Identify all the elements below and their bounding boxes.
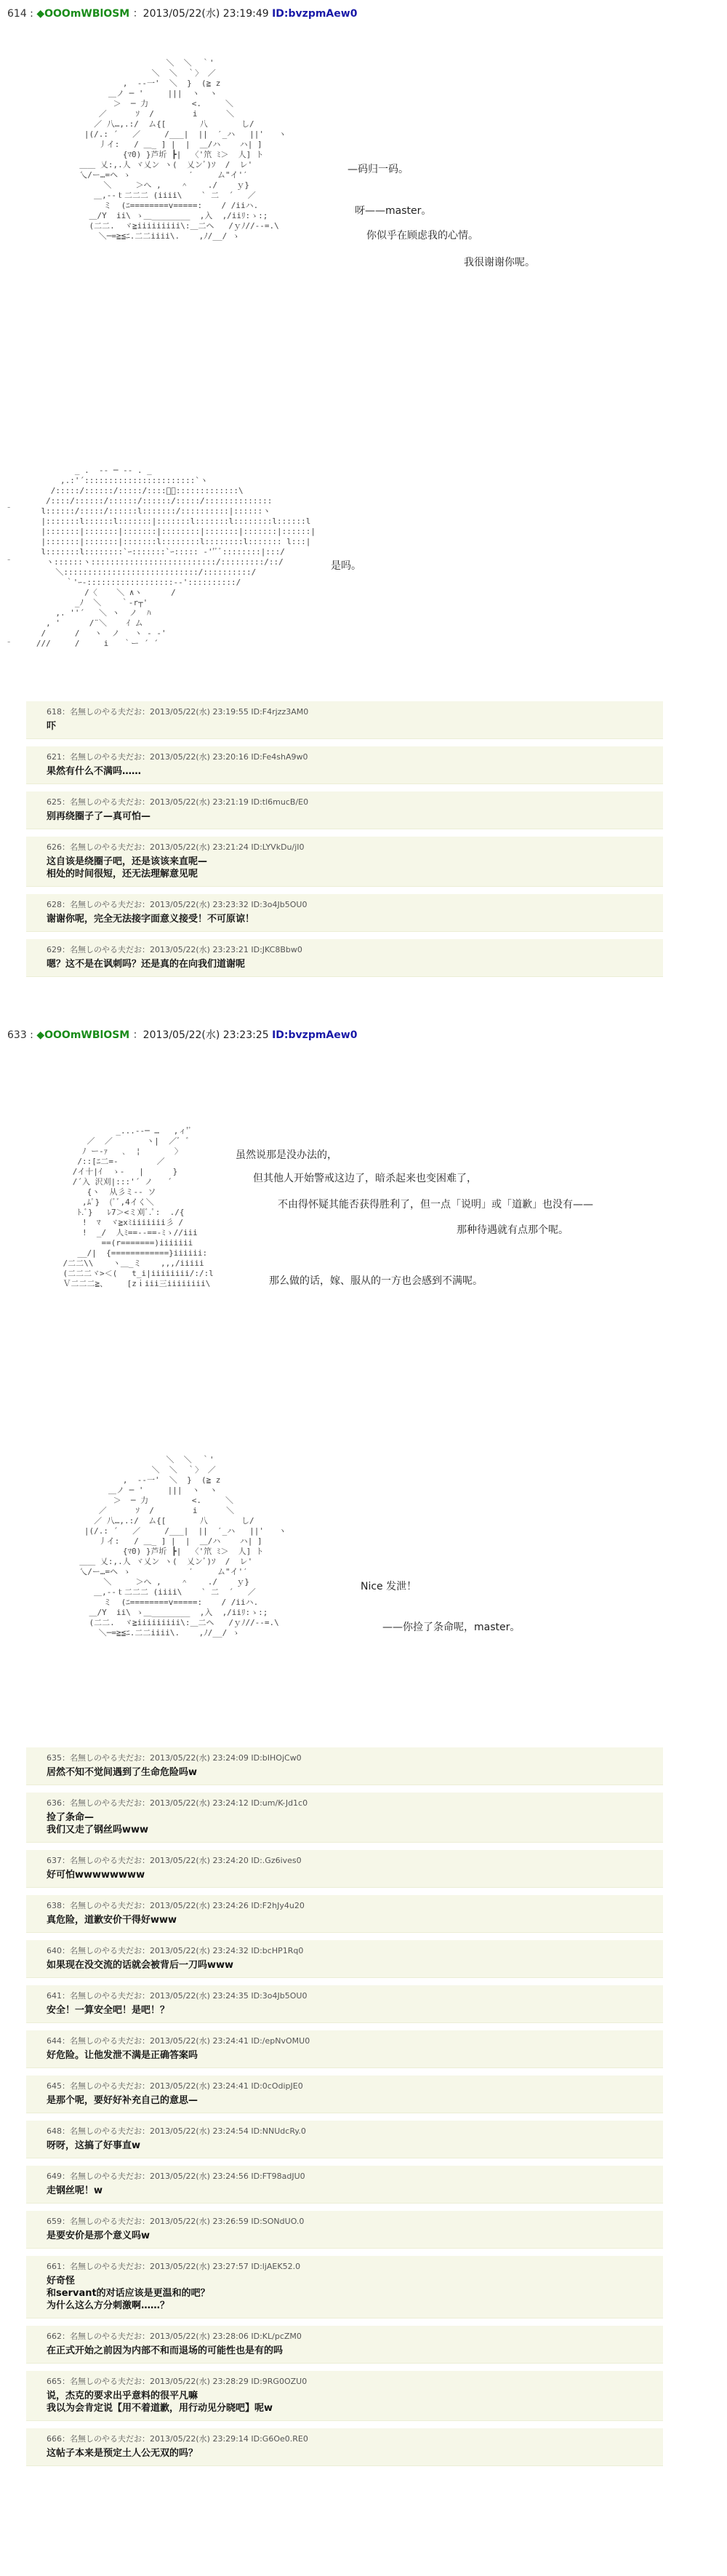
comment-text: 走钢丝呢！w <box>47 2185 103 2196</box>
post-header <box>7 6 357 20</box>
comment-item <box>26 1940 663 1978</box>
comment-item <box>26 1747 663 1785</box>
comment-meta: 666：名無しのやる夫だお：2013/05/22(水) 23:29:14 ID:G6Oe0.RE0 <box>47 2434 308 2444</box>
ascii-art-character: ＼ ＼ ｀' ＼ ＼ ｀〉 ／ , --一' ＼ } (≧ z ＿ノ ─ ' ||| ヽ ヽ ＞ ─ 力 <. ＼ ／ ｿ / i ＼ ／ 八…,.:/ ム{[ 八 し/ |(/.: ´ ／ /___| || ′_ハ ||' ヽ 丿イ: / ＿_ ] | | ＿/ハ ハ| ] {ﾏ0) }芦圻 ┣| 〈'笊 ﾐ＞ 人] ト ＿＿ 乂:,.人 ヾ乂ン ヽ( 乂ンﾞ)ｿ / レ' 乀/ー…=ヘ ゝ ′ ム"イ'′ ＼ ＞へ , ＾ ./ ｙ} ＿,--ｔ二二二 (iiii\ ` 二 ´ ／ ミ (ﾆ========v=====: / /iiハ. ＿/Y ii\ ゝ＿________ ,入 ,/iiﾘ:ゝ:; (二二. ヾ≧iiiiiiiii\:＿二ヘ /ｙﾉ//--=.\ ＼─=≧≦ﾆ.二二iiii\. ,ﾉ/__/ ゝ <box>79 58 286 241</box>
comment-item <box>26 701 663 739</box>
comment-item <box>26 2030 663 2068</box>
post-number: 633 : <box>7 1029 33 1041</box>
comment-item <box>26 2326 663 2364</box>
comment-meta: 645：名無しのやる夫だお：2013/05/22(水) 23:24:41 ID:0cOdipJE0 <box>47 2081 303 2091</box>
post-number: 614 : <box>7 8 33 20</box>
dialogue-line: 那种待遇就有点那个呢。 <box>457 1224 569 1236</box>
dialogue-line: —码归一码。 <box>348 164 409 175</box>
comment-text: 嗯？这不是在讽刺吗？还是真的在向我们道谢呢 <box>47 959 246 970</box>
comment-item <box>26 746 663 784</box>
comment-meta: 621：名無しのやる夫だお：2013/05/22(水) 23:20:16 ID:Fe4shA9w0 <box>47 752 308 762</box>
comment-meta: 648：名無しのやる夫だお：2013/05/22(水) 23:24:54 ID:NNUdcRy.0 <box>47 2126 306 2136</box>
comment-meta: 644：名無しのやる夫だお：2013/05/22(水) 23:24:41 ID:/epNvOMU0 <box>47 2036 310 2046</box>
comment-list <box>26 701 663 984</box>
comment-item <box>26 2371 663 2421</box>
comment-text: 是要安价是那个意义吗w <box>47 2230 150 2241</box>
comment-meta: 638：名無しのやる夫だお：2013/05/22(水) 23:24:26 ID:F2hJy4u20 <box>47 1901 305 1910</box>
comment-item <box>26 2166 663 2204</box>
comment-text: 如果现在没交流的话就会被背后一刀吗www <box>47 1960 234 1971</box>
comment-item <box>26 2428 663 2466</box>
dialogue-line: Nice 发泄！ <box>361 1581 417 1592</box>
ascii-art-character: ＼ ＼ ｀' ＼ ＼ ｀〉 ／ , --一' ＼ } (≧ z ＿ノ ─ ' ||| ヽ ヽ ＞ ─ 力 <. ＼ ／ ｿ / i ＼ ／ 八…,.:/ ム{[ 八 し/ |(/.: ´ ／ /___| || ′_ハ ||' ヽ 丿イ: / ＿_ ] | | ＿/ハ ハ| ] {ﾏ0) }芦圻 ┣| 〈'笊 ﾐ＞ 人] ト ＿＿ 乂:,.人 ヾ乂ン ヽ( 乂ンﾞ)ｿ / レ' 乀/ー…=ヘ ゝ ′ ム"イ'′ ＼ ＞へ , ＾ ./ ｙ} ＿,--ｔ二二二 (iiii\ ` 二 ´ ／ ミ (ﾆ========v=====: / /iiハ. ＿/Y ii\ ゝ＿________ ,入 ,/iiﾘ:ゝ:; (二二. ヾ≧iiiiiiiii\:＿二ヘ /ｙﾉ//--=.\ ＼─=≧≦ﾆ.二二iiii\. ,ﾉ/__/ ゝ <box>79 1455 286 1638</box>
comment-meta: 640：名無しのやる夫だお：2013/05/22(水) 23:24:32 ID:bcHP1Rq0 <box>47 1946 304 1955</box>
comment-item <box>26 1793 663 1843</box>
comment-text: 谢谢你呢，完全无法接字面意义接受！不可原谅！ <box>47 914 255 925</box>
comment-item <box>26 1895 663 1933</box>
comment-item <box>26 2121 663 2158</box>
comment-text: 这自该是绕圈子吧，还是该该来直呢— 相处的时间很短，还无法理解意见呢 <box>47 856 208 880</box>
comment-meta: 641：名無しのやる夫だお：2013/05/22(水) 23:24:35 ID:3o4Jb5OU0 <box>47 1991 308 2001</box>
comment-text: 别再绕圈子了—真可怕— <box>47 811 151 822</box>
dialogue-line: ——你捡了条命呢，master。 <box>382 1622 521 1633</box>
comment-text: 吓 <box>47 721 57 732</box>
dialogue-line: 你似乎在顾虑我的心情。 <box>366 230 478 242</box>
comment-item <box>26 2075 663 2113</box>
comment-meta: 665：名無しのやる夫だお：2013/05/22(水) 23:28:29 ID:9RG0OZU0 <box>47 2377 308 2386</box>
comment-text: 在正式开始之前因为内部不和而退场的可能性也是有的吗 <box>47 2345 284 2356</box>
poster-name[interactable]: ◆OOOmWBlOSM <box>36 8 130 20</box>
comment-text: 安全！一算安全吧！是吧！？ <box>47 2005 170 2016</box>
comment-item <box>26 837 663 887</box>
dialogue-line: 虽然说那是没办法的， <box>236 1149 337 1161</box>
comment-meta: 637：名無しのやる夫だお：2013/05/22(水) 23:24:20 ID:.Gz6ives0 <box>47 1856 302 1865</box>
comment-text: 捡了条命— 我们又走了钢丝吗www <box>47 1812 149 1835</box>
comment-text: 真危险，道歉安价干得好www <box>47 1915 177 1926</box>
comment-item <box>26 939 663 977</box>
comment-text: 这帖子本来是预定土人公无双的吗？ <box>47 2448 198 2459</box>
comment-meta: 625：名無しのやる夫だお：2013/05/22(水) 23:21:19 ID:tl6mucB/E0 <box>47 797 309 807</box>
comment-text: 好危险。让他发泄不满是正确答案吗 <box>47 2050 198 2061</box>
ascii-art-character: _ . -- ─ -- . _ ,.:'´:::::::::::::::::::::::`ヽ /:::::/::::::/:::::/::::ﾞｰ:::::::::::::\ /::::/::::::/::::::/::::::/:::::/:::::::::::::: l::::::/:::::/::::::l:::::::/::::::::::|::::::ヽ |:::::::l::::::l:::::::|:::::::l:::::::l::::::::l::::::l |:::::::|:::::::|:::::::|::::::::|:::::::|:::::::|::::::| |:::::::|:::::::|:::::::l::::::::l::::::::l::::::: l:::| l:::::::l::::::::`ｰ:::::::`ｰ::::: ‐''ﾞﾞ::::::::|:::/ ヽ::::::ヽ::::::::::::::::::::::::::/:::::::::/::/ ＼::::::::::::::::::::::::::::/::::::::::/ ｀'ｰ-::::::::::::::::::-‐'::::::::::/ /〈 ＼ ∧ヽ / _ﾉ ＼ ｀‐r┬' ,. ''´ ＼ ヽ ノ ﾊ , ' /¨＼ ｲ ム / / ヽ ノ ヽ ‐ ‐' /// / i ｀ー ´ ´ <box>36 466 316 648</box>
comment-item <box>26 791 663 829</box>
dialogue-line: 呀——master。 <box>355 205 432 217</box>
comment-text: 说，杰克的要求出乎意料的很平凡嘛 我以为会肯定说【用不着道歉，用行动见分晓吧】呢w <box>47 2390 273 2414</box>
comment-item <box>26 1985 663 2023</box>
comment-text: 好可怕wwwwwwww <box>47 1870 145 1881</box>
comment-meta: 649：名無しのやる夫だお：2013/05/22(水) 23:24:56 ID:FT98adJU0 <box>47 2172 305 2181</box>
poster-name[interactable]: ◆OOOmWBlOSM <box>36 1029 130 1041</box>
divider-mark: - <box>7 637 11 647</box>
comment-text: 居然不知不觉间遇到了生命危险吗w <box>47 1767 198 1778</box>
dialogue-line: 那么做的话，嫁、服从的一方也会感到不满呢。 <box>269 1275 483 1287</box>
poster-id[interactable]: ID:bvzpmAew0 <box>272 1029 358 1041</box>
comment-text: 果然有什么不满吗…… <box>47 766 142 777</box>
comment-meta: 618：名無しのやる夫だお：2013/05/22(水) 23:19:55 ID:F4rjzz3AM0 <box>47 707 309 717</box>
comment-item <box>26 2211 663 2249</box>
dialogue-line: 我很谢谢你呢。 <box>464 257 535 268</box>
comment-meta: 629：名無しのやる夫だお：2013/05/22(水) 23:23:21 ID:JKC8Bbw0 <box>47 945 302 954</box>
ascii-art-character: _...--─ … ,ィ'ﾞ ／ ／ ヽ| ／ﾞ ゛ ﾉ ー-ｧ ､ ¦ 〉 /::[ﾆ二=- ／ /イ十|ｲ ゝ- | } /´入 沢刈|:::'´ ノ ´ {ヽ 从彡ミ-- ソ ,ﾑﾟ} (ﾞﾞ,4イく＼ ﾄ.ﾞ} ﾚ7＞<ミ刈ﾞ.ﾟ: ./{ ! ﾏ ヾ≧xﾐiiiiiii彡 / ! _/ 人ﾐ==--==-ﾐゝ//iii ==(r=======)iiiiiii __/| {============}iiiiii: /二二\\ ヽ＿_ミ ,,,/iiiii (二二二ヾ>＜( t_i|iiiiiiii/:/:l Ｖ二二二≧、 [zｉiii三iiiiiiii\ <box>63 1126 214 1288</box>
dialogue-line: 不由得怀疑其能否获得胜利了，但一点「说明」或「道歉」也没有—— <box>278 1199 593 1211</box>
comment-meta: 635：名無しのやる夫だお：2013/05/22(水) 23:24:09 ID:bIHOjCw0 <box>47 1753 302 1763</box>
comment-meta: 626：名無しのやる夫だお：2013/05/22(水) 23:21:24 ID:LYVkDu/jI0 <box>47 842 305 852</box>
dialogue-line: 但其他人开始警戒这边了，暗杀起来也变困难了， <box>253 1173 477 1184</box>
comment-item <box>26 1850 663 1888</box>
comment-meta: 628：名無しのやる夫だお：2013/05/22(水) 23:23:32 ID:3o4Jb5OU0 <box>47 900 308 909</box>
comment-meta: 662：名無しのやる夫だお：2013/05/22(水) 23:28:06 ID:KL/pcZM0 <box>47 2332 302 2341</box>
comment-text: 好奇怪 和servant的对话应该是更温和的吧？ 为什么这么方分刺激啊……？ <box>47 2276 210 2311</box>
dialogue-line: 是吗。 <box>331 560 361 572</box>
divider-mark: - <box>7 554 11 565</box>
comment-meta: 661：名無しのやる夫だお：2013/05/22(水) 23:27:57 ID:ljAEK52.0 <box>47 2262 301 2271</box>
post-header <box>7 1027 357 1042</box>
post-date: ：2013/05/22(水) 23:23:25 <box>132 1029 269 1041</box>
comment-text: 呀呀，这搞了好事直w <box>47 2140 141 2151</box>
comment-item <box>26 2256 663 2318</box>
comment-list <box>26 1747 663 2473</box>
post-date: ：2013/05/22(水) 23:19:49 <box>132 8 269 20</box>
comment-meta: 659：名無しのやる夫だお：2013/05/22(水) 23:26:59 ID:SONdUO.0 <box>47 2217 305 2226</box>
divider-mark: - <box>7 502 11 512</box>
poster-id[interactable]: ID:bvzpmAew0 <box>272 8 358 20</box>
comment-item <box>26 894 663 932</box>
comment-text: 是那个呢，要好好补充自己的意思— <box>47 2095 198 2106</box>
comment-meta: 636：名無しのやる夫だお：2013/05/22(水) 23:24:12 ID:um/K-Jd1c0 <box>47 1798 308 1808</box>
